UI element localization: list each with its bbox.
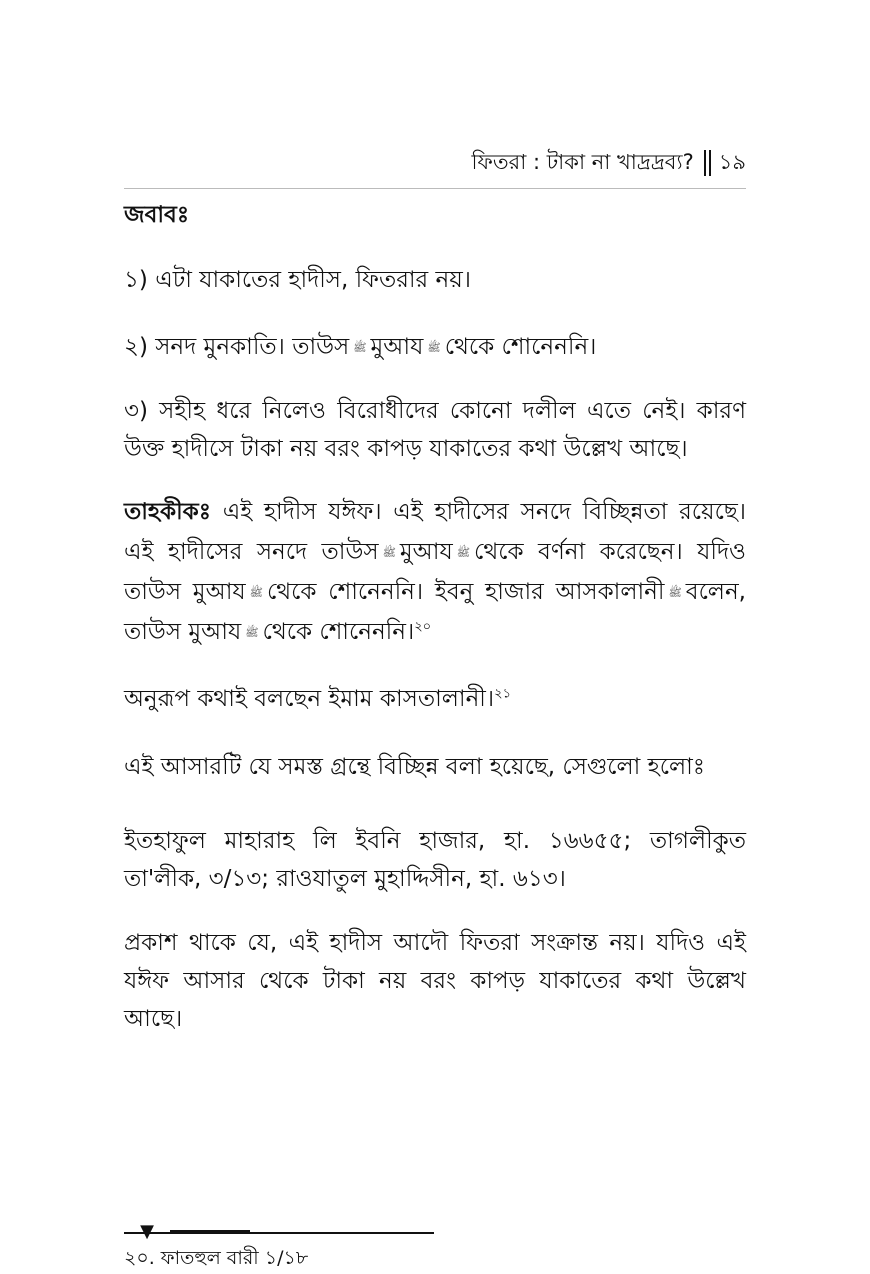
sources-list: ইতহাফুল মাহারাহ লি ইবনি হাজার, হা. ১৬৬৫৫; তাগলীকুত তা'লীক, ৩/১৩; রাওযাতুল মুহাদ্দিসীন, হা. ৬১৩। — [124, 828, 746, 892]
footnote-divider-accent — [170, 1230, 250, 1234]
answer-heading: জবাবঃ — [124, 202, 190, 228]
salla-glyph-icon: ﷺ — [668, 586, 682, 599]
point-1: ১) এটা যাকাতের হাদীস, ফিতরার নয়। — [124, 267, 472, 293]
footnote-ref-20[interactable]: ২০ — [414, 619, 432, 635]
conclusion-paragraph: প্রকাশ থাকে যে, এই হাদীস আদৌ ফিতরা সংক্রান্ত নয়। যদিও এই যঈফ আসার থেকে টাকা নয় বরং কাপড় যাকাতের কথা উল্লেখ আছে। — [124, 930, 746, 1032]
point-2-text-a: ২) সনদ মুনকাতি। তাউস — [124, 334, 350, 360]
tahqiq-label: তাহকীকঃ — [124, 499, 212, 525]
footnote-20: ২০. ফাতহুল বারী ১/১৮ — [124, 1247, 309, 1269]
point-2-text-b: মুআয — [370, 334, 424, 360]
tahqiq-text-5: বলেন, তাউস মুআয — [124, 579, 746, 645]
sources-intro: এই আসারটি যে সমস্ত গ্রন্থে বিচ্ছিন্ন বলা হয়েছে, সেগুলো হলোঃ — [124, 754, 706, 780]
page-number: ১৯ — [718, 149, 746, 174]
tahqiq-text-4: থেকে শোনেননি। ইবনু হাজার আসকালানী — [266, 579, 665, 605]
point-2-text-c: থেকে শোনেননি। — [444, 334, 597, 360]
tahqiq-text-1: এই হাদীস যঈফ। এই হাদীসের সনদে বিচ্ছিন্নতা রয়েছে। এই হাদীসের সনদে তাউস — [124, 499, 746, 565]
tahqiq-paragraph — [124, 492, 746, 652]
tahqiq-text-2: মুআয — [399, 539, 453, 565]
tahqiq-text-6: থেকে শোনেননি। — [262, 619, 415, 645]
footnote-ref-21[interactable]: ২১ — [494, 686, 512, 702]
header-separator — [704, 150, 711, 176]
tahqiq-text-3: থেকে বর্ণনা করেছেন। যদিও তাউস মুআয — [124, 539, 746, 605]
similar-statement — [124, 680, 746, 718]
point-2 — [124, 328, 746, 366]
header-divider — [124, 188, 746, 189]
salla-glyph-icon: ﷺ — [456, 546, 471, 559]
salla-glyph-icon: ﷺ — [427, 341, 441, 354]
point-3: ৩) সহীহ ধরে নিলেও বিরোধীদের কোনো দলীল এতে নেই। কারণ উক্ত হাদীসে টাকা নয় বরং কাপড় যাকাতের কথা উল্লেখ আছে। — [124, 398, 746, 462]
chapter-title: ফিতরা : টাকা না খাদ্রদ্রব্য? — [471, 149, 694, 174]
salla-glyph-icon: ﷺ — [249, 586, 263, 599]
salla-glyph-icon: ﷺ — [353, 341, 367, 354]
similar-text: অনুরূপ কথাই বলছেন ইমাম কাসতালানী। — [124, 686, 495, 712]
salla-glyph-icon: ﷺ — [245, 626, 259, 639]
ornament-icon: ▼ — [140, 1221, 154, 1242]
salla-glyph-icon: ﷺ — [382, 546, 396, 559]
running-header — [124, 146, 746, 180]
